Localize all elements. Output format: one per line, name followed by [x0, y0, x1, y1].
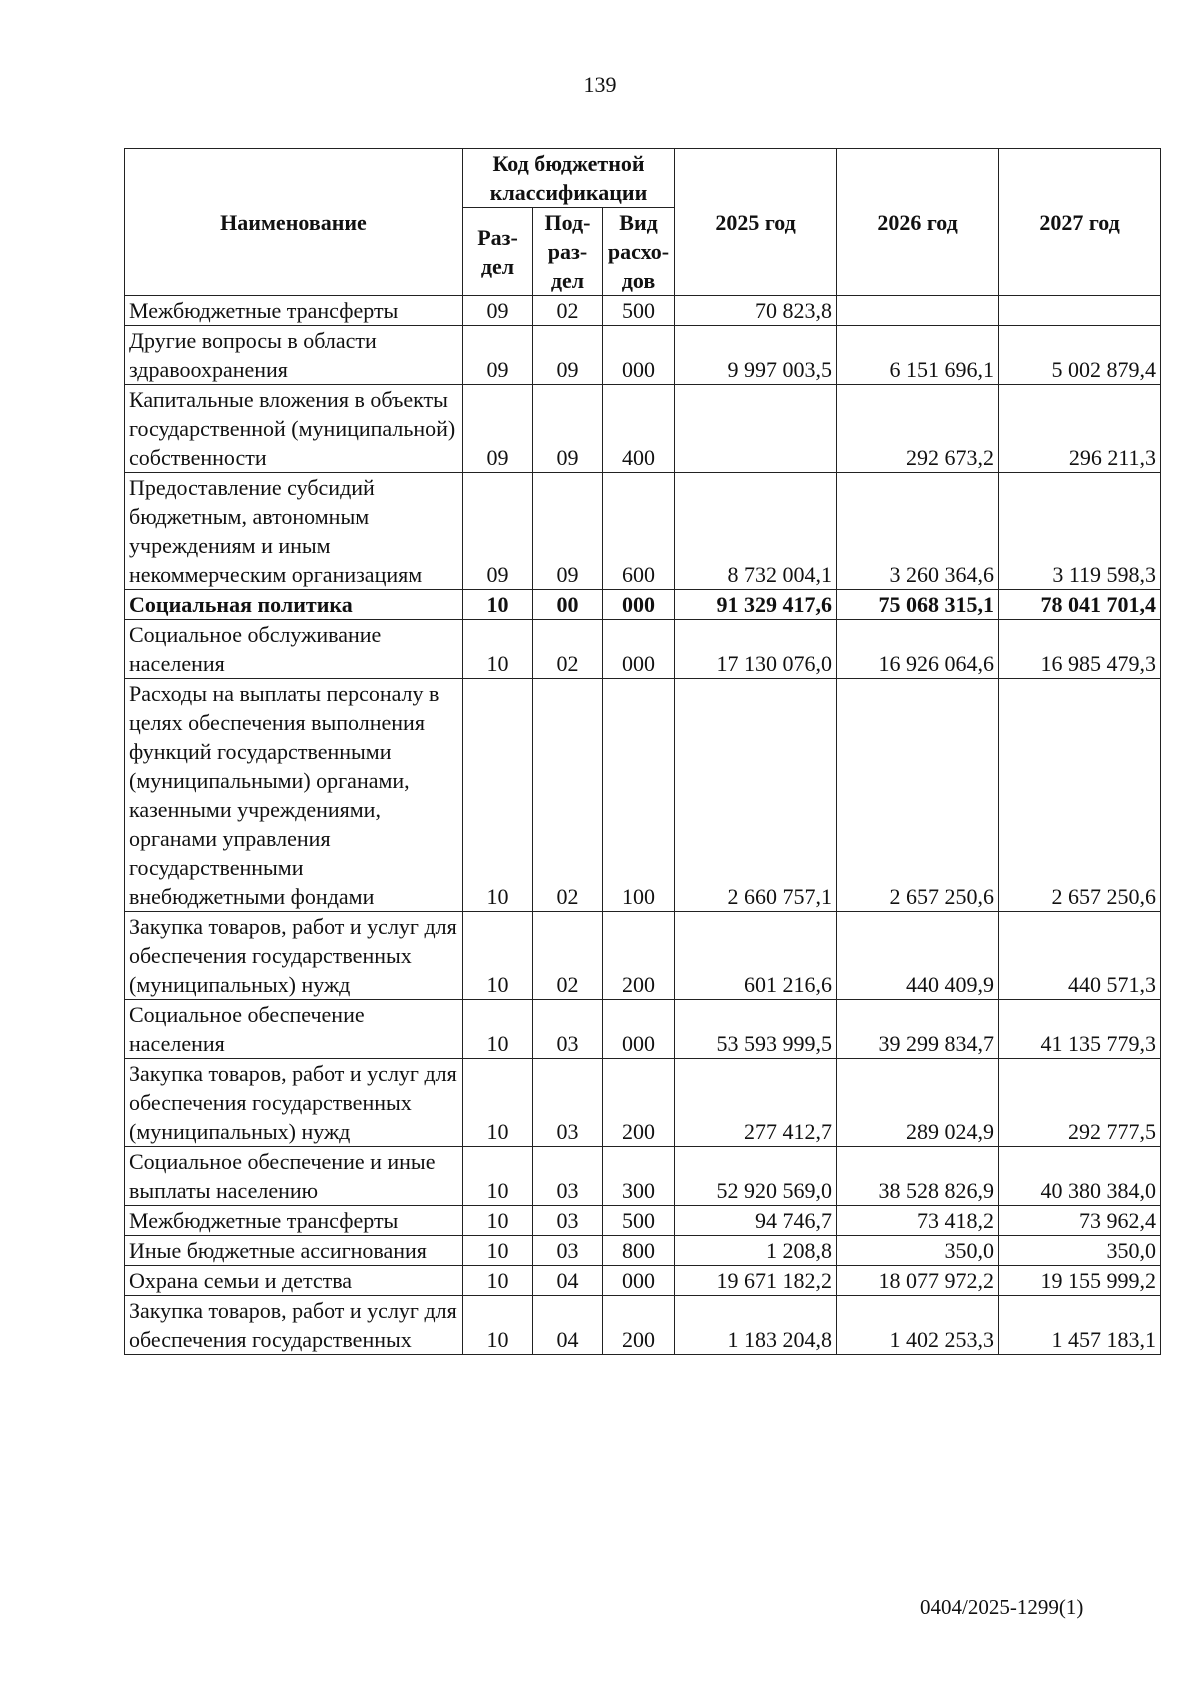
row-value-2025: 1 183 204,8: [675, 1296, 837, 1355]
row-razdel: 10: [463, 1236, 533, 1266]
row-razdel: 09: [463, 385, 533, 473]
row-razdel: 10: [463, 1266, 533, 1296]
row-value-2026: 73 418,2: [837, 1206, 999, 1236]
row-vid-rashodov: 100: [603, 679, 675, 912]
row-vid-rashodov: 800: [603, 1236, 675, 1266]
row-razdel: 10: [463, 1059, 533, 1147]
row-razdel: 10: [463, 1296, 533, 1355]
row-podrazdel: 03: [533, 1236, 603, 1266]
row-value-2027: 296 211,3: [999, 385, 1161, 473]
row-value-2027: 19 155 999,2: [999, 1266, 1161, 1296]
row-value-2027: 5 002 879,4: [999, 326, 1161, 385]
table-row: [125, 912, 1161, 1000]
row-value-2025: 19 671 182,2: [675, 1266, 837, 1296]
row-name: Иные бюджетные ассигнования: [125, 1236, 463, 1266]
row-vid-rashodov: 200: [603, 912, 675, 1000]
table-body: [125, 296, 1161, 1355]
row-razdel: 10: [463, 1000, 533, 1059]
table-row: [125, 473, 1161, 590]
row-value-2027: 1 457 183,1: [999, 1296, 1161, 1355]
row-name: Предоставление субсидий бюджетным, автономным учреждениям и иным некоммерческим организациям: [125, 473, 463, 590]
row-razdel: 10: [463, 679, 533, 912]
row-value-2025: 277 412,7: [675, 1059, 837, 1147]
row-name: Социальная политика: [125, 590, 463, 620]
document-number: 0404/2025-1299(1): [920, 1595, 1084, 1619]
row-razdel: 09: [463, 326, 533, 385]
row-name: Социальное обеспечение и иные выплаты населению: [125, 1147, 463, 1206]
row-value-2027: 78 041 701,4: [999, 590, 1161, 620]
table-row: [125, 1000, 1161, 1059]
table-row: [125, 679, 1161, 912]
row-value-2025: 9 997 003,5: [675, 326, 837, 385]
row-value-2025: 52 920 569,0: [675, 1147, 837, 1206]
row-value-2026: 16 926 064,6: [837, 620, 999, 679]
row-value-2025: [675, 385, 837, 473]
row-vid-rashodov: 000: [603, 620, 675, 679]
row-value-2026: 18 077 972,2: [837, 1266, 999, 1296]
row-podrazdel: 09: [533, 473, 603, 590]
row-value-2027: 16 985 479,3: [999, 620, 1161, 679]
row-value-2025: 94 746,7: [675, 1206, 837, 1236]
table-row: [125, 296, 1161, 326]
row-value-2027: 73 962,4: [999, 1206, 1161, 1236]
row-vid-rashodov: 000: [603, 1000, 675, 1059]
row-value-2026: 1 402 253,3: [837, 1296, 999, 1355]
row-podrazdel: 03: [533, 1000, 603, 1059]
row-podrazdel: 03: [533, 1147, 603, 1206]
row-razdel: 10: [463, 912, 533, 1000]
table-row: [125, 1296, 1161, 1355]
row-value-2026: 39 299 834,7: [837, 1000, 999, 1059]
page-number: 139: [583, 72, 617, 97]
row-name: Капитальные вложения в объекты государственной (муниципальной) собственности: [125, 385, 463, 473]
table-header: [125, 149, 1161, 296]
row-value-2026: 350,0: [837, 1236, 999, 1266]
row-value-2027: 350,0: [999, 1236, 1161, 1266]
row-vid-rashodov: 000: [603, 1266, 675, 1296]
table-row: [125, 1059, 1161, 1147]
row-name: Межбюджетные трансферты: [125, 296, 463, 326]
row-vid-rashodov: 500: [603, 296, 675, 326]
row-name: Закупка товаров, работ и услуг для обеспечения государственных: [125, 1296, 463, 1355]
table-row: [125, 1206, 1161, 1236]
row-name: Межбюджетные трансферты: [125, 1206, 463, 1236]
row-value-2026: 6 151 696,1: [837, 326, 999, 385]
header-year-2027: 2027 год: [999, 149, 1161, 296]
row-razdel: 09: [463, 296, 533, 326]
table-row: [125, 620, 1161, 679]
row-podrazdel: 03: [533, 1206, 603, 1236]
row-value-2027: [999, 296, 1161, 326]
row-vid-rashodov: 000: [603, 590, 675, 620]
table-row: [125, 1147, 1161, 1206]
header-podrazdel: Под-раз-дел: [533, 208, 603, 296]
row-podrazdel: 09: [533, 385, 603, 473]
row-vid-rashodov: 300: [603, 1147, 675, 1206]
row-value-2026: 38 528 826,9: [837, 1147, 999, 1206]
row-vid-rashodov: 600: [603, 473, 675, 590]
row-value-2026: 289 024,9: [837, 1059, 999, 1147]
row-value-2025: 17 130 076,0: [675, 620, 837, 679]
row-podrazdel: 04: [533, 1296, 603, 1355]
row-razdel: 10: [463, 590, 533, 620]
row-name: Социальное обслуживание населения: [125, 620, 463, 679]
row-podrazdel: 02: [533, 296, 603, 326]
row-name: Другие вопросы в области здравоохранения: [125, 326, 463, 385]
row-podrazdel: 03: [533, 1059, 603, 1147]
row-value-2026: 292 673,2: [837, 385, 999, 473]
row-value-2026: 440 409,9: [837, 912, 999, 1000]
row-value-2027: 292 777,5: [999, 1059, 1161, 1147]
row-value-2025: 1 208,8: [675, 1236, 837, 1266]
row-name: Расходы на выплаты персоналу в целях обеспечения выполнения функций государственными (муниципальными) органами, казенными учреждениями, органами управления государственными внебюджетными фондами: [125, 679, 463, 912]
row-razdel: 10: [463, 1147, 533, 1206]
row-value-2025: 91 329 417,6: [675, 590, 837, 620]
table-row: [125, 1266, 1161, 1296]
row-value-2027: 440 571,3: [999, 912, 1161, 1000]
table-row: [125, 326, 1161, 385]
row-value-2026: 3 260 364,6: [837, 473, 999, 590]
row-name: Закупка товаров, работ и услуг для обеспечения государственных (муниципальных) нужд: [125, 1059, 463, 1147]
row-razdel: 10: [463, 620, 533, 679]
row-podrazdel: 02: [533, 620, 603, 679]
header-vid-rashodov: Вид расхо-дов: [603, 208, 675, 296]
table-row: [125, 385, 1161, 473]
row-value-2025: 53 593 999,5: [675, 1000, 837, 1059]
row-podrazdel: 02: [533, 912, 603, 1000]
row-vid-rashodov: 000: [603, 326, 675, 385]
table-row: [125, 1236, 1161, 1266]
budget-table: [124, 148, 1161, 1355]
row-name: Социальное обеспечение населения: [125, 1000, 463, 1059]
row-razdel: 10: [463, 1206, 533, 1236]
row-value-2026: 75 068 315,1: [837, 590, 999, 620]
row-value-2027: 2 657 250,6: [999, 679, 1161, 912]
row-value-2026: 2 657 250,6: [837, 679, 999, 912]
row-name: Закупка товаров, работ и услуг для обеспечения государственных (муниципальных) нужд: [125, 912, 463, 1000]
row-value-2027: 3 119 598,3: [999, 473, 1161, 590]
row-vid-rashodov: 500: [603, 1206, 675, 1236]
row-vid-rashodov: 200: [603, 1296, 675, 1355]
row-value-2025: 70 823,8: [675, 296, 837, 326]
row-podrazdel: 02: [533, 679, 603, 912]
row-podrazdel: 04: [533, 1266, 603, 1296]
table-row: [125, 590, 1161, 620]
header-year-2025: 2025 год: [675, 149, 837, 296]
row-podrazdel: 09: [533, 326, 603, 385]
row-razdel: 09: [463, 473, 533, 590]
header-razdel: Раз-дел: [463, 208, 533, 296]
row-name: Охрана семьи и детства: [125, 1266, 463, 1296]
header-code-group: Код бюджетной классификации: [463, 149, 675, 208]
row-vid-rashodov: 200: [603, 1059, 675, 1147]
row-value-2027: 40 380 384,0: [999, 1147, 1161, 1206]
header-name: Наименование: [125, 149, 463, 296]
row-value-2025: 601 216,6: [675, 912, 837, 1000]
row-value-2025: 2 660 757,1: [675, 679, 837, 912]
row-podrazdel: 00: [533, 590, 603, 620]
row-value-2027: 41 135 779,3: [999, 1000, 1161, 1059]
header-year-2026: 2026 год: [837, 149, 999, 296]
row-value-2026: [837, 296, 999, 326]
row-value-2025: 8 732 004,1: [675, 473, 837, 590]
row-vid-rashodov: 400: [603, 385, 675, 473]
